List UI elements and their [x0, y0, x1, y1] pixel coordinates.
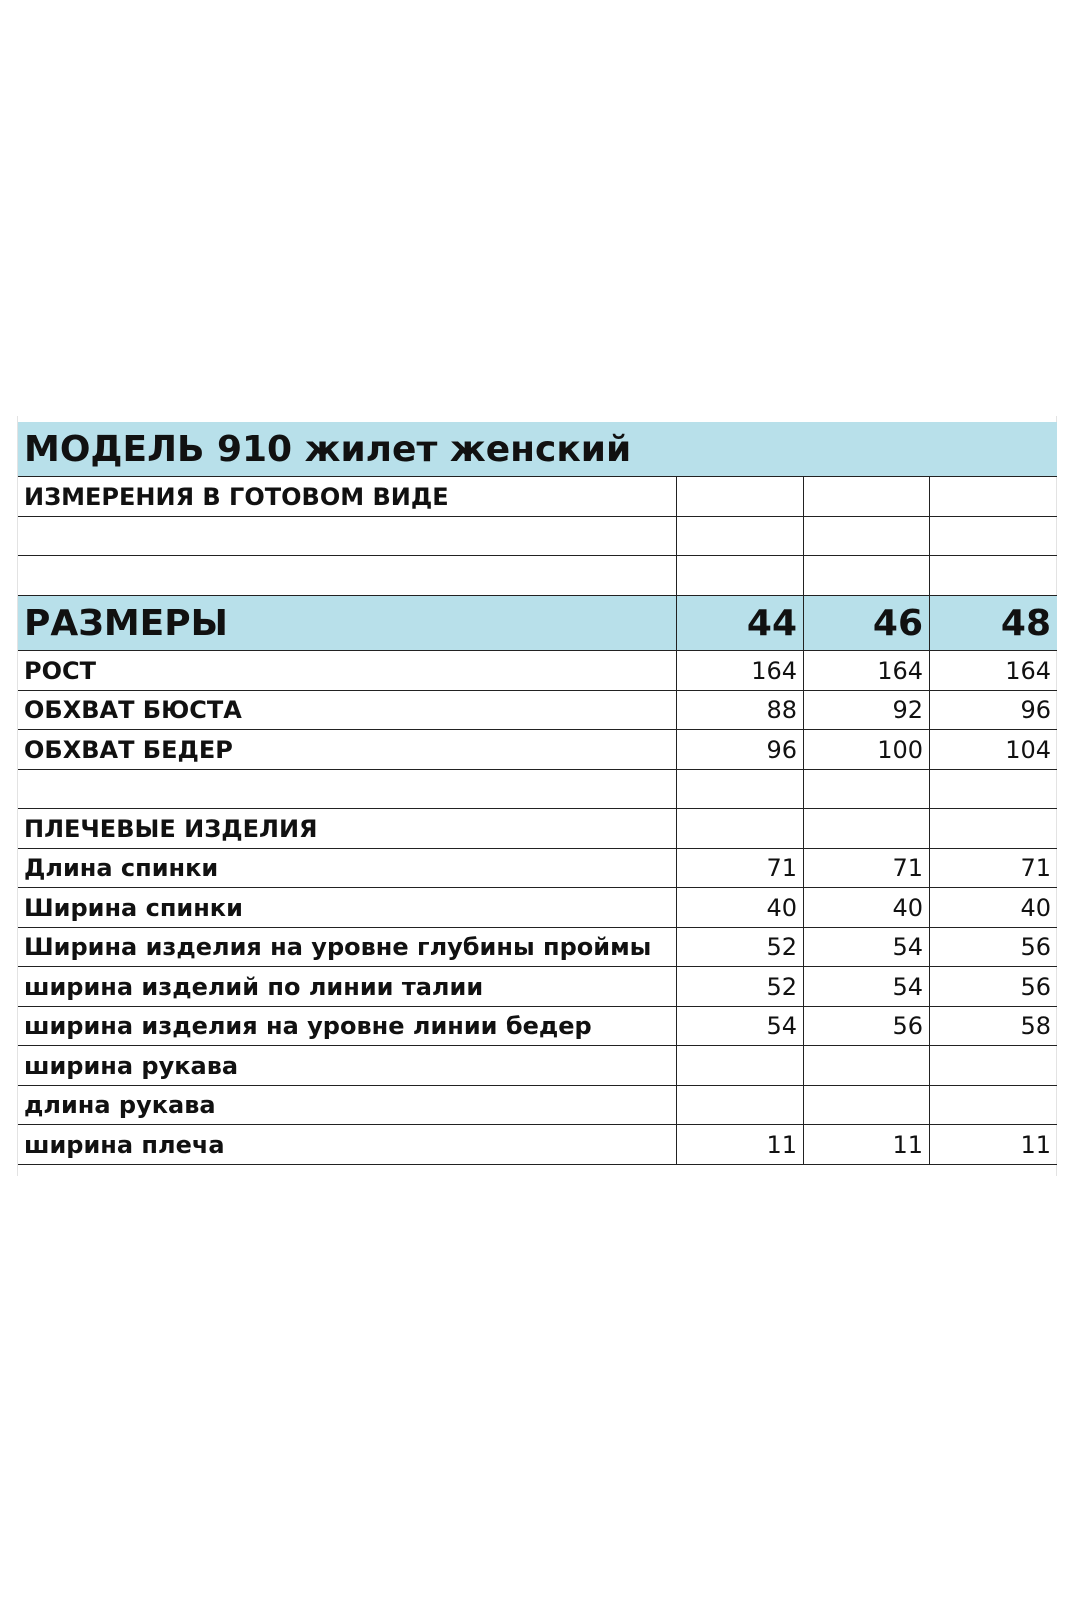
row-value: [677, 1046, 804, 1086]
row-value: 88: [677, 691, 804, 730]
row-value: 71: [930, 849, 1057, 888]
row-label: ширина рукава: [18, 1046, 677, 1086]
row-value: [930, 1086, 1057, 1125]
row-value: 56: [930, 928, 1057, 967]
table-subtitle: ИЗМЕРЕНИЯ В ГОТОВОМ ВИДЕ: [18, 477, 677, 517]
row-value: 52: [677, 928, 804, 967]
row-label: ОБХВАТ БЕДЕР: [18, 730, 677, 770]
row-value: 52: [677, 967, 804, 1007]
cell: [930, 809, 1057, 849]
row-value: 96: [677, 730, 804, 770]
cell: [804, 477, 930, 517]
row-value: 71: [677, 849, 804, 888]
row-value: 11: [804, 1125, 930, 1165]
row-value: 11: [677, 1125, 804, 1165]
cell: [677, 477, 804, 517]
row-label: ОБХВАТ БЮСТА: [18, 691, 677, 730]
cell: [930, 770, 1057, 809]
row-value: [804, 1086, 930, 1125]
cell: [677, 809, 804, 849]
cell: [804, 556, 930, 596]
row-label: Длина спинки: [18, 849, 677, 888]
table-title: МОДЕЛЬ 910 жилет женский: [18, 422, 1057, 477]
row-label: длина рукава: [18, 1086, 677, 1125]
row-value: 40: [930, 888, 1057, 928]
spreadsheet: [0, 422, 1066, 1182]
row-value: 54: [804, 928, 930, 967]
row-value: 71: [804, 849, 930, 888]
row-value: 54: [804, 967, 930, 1007]
row-value: 164: [677, 651, 804, 691]
row-label: Ширина изделия на уровне глубины проймы: [18, 928, 677, 967]
cell: [930, 477, 1057, 517]
row-value: 92: [804, 691, 930, 730]
row-value: [677, 1086, 804, 1125]
row-value: 164: [930, 651, 1057, 691]
cell: [804, 517, 930, 556]
size-table: [18, 422, 1057, 1204]
row-label: РОСТ: [18, 651, 677, 691]
cell: [18, 770, 677, 809]
size-48: 48: [930, 596, 1057, 651]
sizes-label: РАЗМЕРЫ: [18, 596, 677, 651]
row-value: 100: [804, 730, 930, 770]
row-label: ширина изделий по линии талии: [18, 967, 677, 1007]
row-value: 56: [930, 967, 1057, 1007]
cell: [677, 517, 804, 556]
cell: [930, 556, 1057, 596]
row-value: 56: [804, 1007, 930, 1046]
row-value: 164: [804, 651, 930, 691]
cell: [804, 809, 930, 849]
row-label: ширина изделия на уровне линии бедер: [18, 1007, 677, 1046]
row-value: [930, 1046, 1057, 1086]
row-value: 40: [804, 888, 930, 928]
cell: [677, 770, 804, 809]
row-value: 58: [930, 1007, 1057, 1046]
cell: [930, 517, 1057, 556]
section-label: ПЛЕЧЕВЫЕ ИЗДЕЛИЯ: [18, 809, 677, 849]
row-value: 54: [677, 1007, 804, 1046]
row-value: 96: [930, 691, 1057, 730]
size-46: 46: [804, 596, 930, 651]
cell: [18, 517, 677, 556]
row-value: 104: [930, 730, 1057, 770]
cell: [804, 770, 930, 809]
row-label: Ширина спинки: [18, 888, 677, 928]
row-value: 40: [677, 888, 804, 928]
row-value: [804, 1046, 930, 1086]
size-44: 44: [677, 596, 804, 651]
row-value: 11: [930, 1125, 1057, 1165]
row-label: ширина плеча: [18, 1125, 677, 1165]
cell: [677, 556, 804, 596]
cell: [18, 556, 677, 596]
